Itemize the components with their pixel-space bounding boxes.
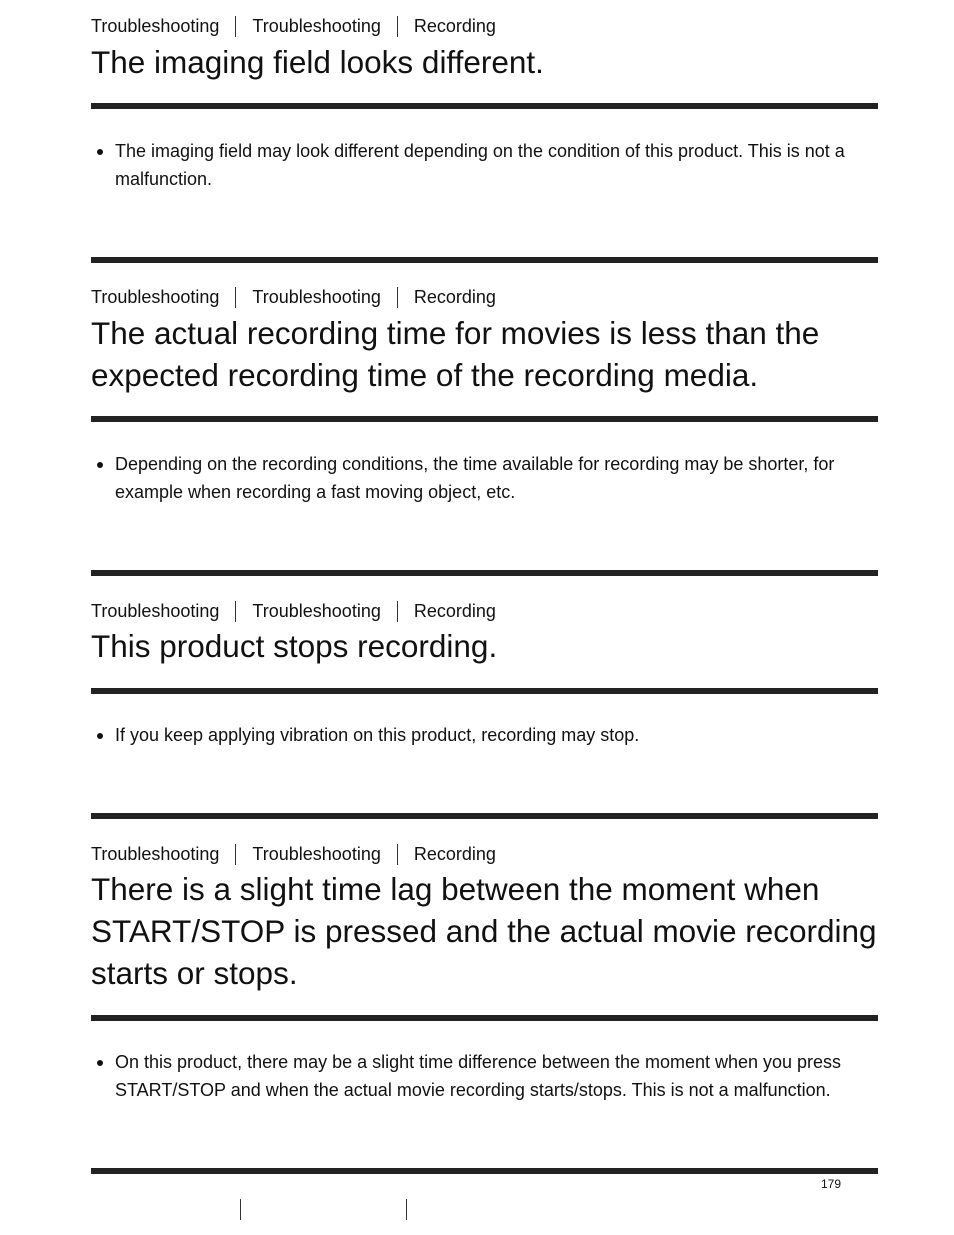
breadcrumb-item[interactable]: Troubleshooting xyxy=(91,844,220,864)
section-divider xyxy=(91,813,878,819)
breadcrumb-item[interactable]: Recording xyxy=(413,601,496,621)
breadcrumb-item[interactable]: Recording xyxy=(413,287,496,307)
breadcrumb-separator xyxy=(235,287,236,308)
breadcrumb-item[interactable]: Troubleshooting xyxy=(252,16,381,36)
bullet-item: If you keep applying vibration on this product, recording may stop. xyxy=(91,721,878,749)
breadcrumb xyxy=(91,15,496,37)
section-title: There is a slight time lag between the moment when START/STOP is pressed and the actual movie recording starts or stops. xyxy=(91,871,877,991)
breadcrumb-separator xyxy=(397,16,398,37)
breadcrumb-item[interactable]: Troubleshooting xyxy=(252,287,381,307)
breadcrumb-item[interactable]: Troubleshooting xyxy=(252,844,381,864)
breadcrumb xyxy=(91,286,496,308)
title-divider xyxy=(91,416,878,422)
bullet-item: The imaging field may look different depending on the condition of this product. This is not a malfunction. xyxy=(91,137,878,193)
bullet-list xyxy=(91,721,878,749)
title-divider xyxy=(91,1015,878,1021)
breadcrumb-item[interactable]: Troubleshooting xyxy=(91,287,220,307)
title-divider xyxy=(91,688,878,694)
breadcrumb-separator xyxy=(240,1199,241,1220)
section-title: The imaging field looks different. xyxy=(91,44,544,80)
breadcrumb xyxy=(91,600,496,622)
breadcrumb-item[interactable]: Troubleshooting xyxy=(91,601,220,621)
breadcrumb-separator xyxy=(406,1199,407,1220)
breadcrumb-item[interactable]: Recording xyxy=(413,844,496,864)
section-divider xyxy=(91,570,878,576)
breadcrumb xyxy=(91,843,496,865)
page-number: 179 xyxy=(820,1177,842,1191)
title-divider xyxy=(91,103,878,109)
breadcrumb-separator xyxy=(397,844,398,865)
bullet-item: Depending on the recording conditions, the time available for recording may be shorter, for example when recording a fast moving object, etc. xyxy=(91,450,878,506)
breadcrumb-item[interactable]: Recording xyxy=(413,16,496,36)
section-title: This product stops recording. xyxy=(91,628,498,664)
breadcrumb-item[interactable]: Troubleshooting xyxy=(252,601,381,621)
breadcrumb-separator xyxy=(235,16,236,37)
section-title: The actual recording time for movies is less than the expected recording time of the recording media. xyxy=(91,315,820,393)
section-divider xyxy=(91,257,878,263)
breadcrumb-separator xyxy=(235,601,236,622)
breadcrumb-separator xyxy=(397,287,398,308)
breadcrumb-separator xyxy=(235,844,236,865)
section-divider xyxy=(91,1168,878,1174)
bullet-list xyxy=(91,450,878,506)
bullet-list xyxy=(91,1048,878,1104)
bullet-item: On this product, there may be a slight time difference between the moment when you press START/STOP and when the actual movie recording starts/stops. This is not a malfunction. xyxy=(91,1048,878,1104)
bullet-list xyxy=(91,137,878,193)
breadcrumb-item[interactable]: Troubleshooting xyxy=(91,16,220,36)
breadcrumb-separator xyxy=(397,601,398,622)
